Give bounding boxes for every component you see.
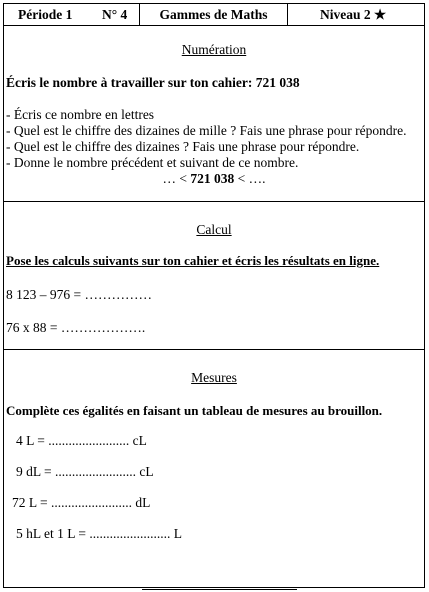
numeration-item: - Écris ce nombre en lettres [6, 107, 155, 122]
framing-before: … < [162, 171, 191, 186]
numeration-instruction: Écris le nombre à travailler sur ton cahier: 721 038 [6, 75, 300, 90]
periode-label: Période 1 [18, 7, 73, 22]
mesures-item: 9 dL = ........................ cL [16, 464, 154, 479]
numeration-item: - Donne le nombre précédent et suivant de ce nombre. [6, 155, 299, 170]
numero-label: N° 4 [98, 4, 140, 25]
calcul-instruction: Pose les calculs suivants sur ton cahier et écris les résultats en ligne. [6, 253, 380, 268]
mesures-title: Mesures [191, 370, 237, 385]
gammes-title: Gammes de Maths [140, 4, 288, 25]
mesures-instruction: Complète ces égalités en faisant un tableau de mesures au brouillon. [6, 403, 383, 418]
mesures-item: 4 L = ........................ cL [16, 433, 147, 448]
footer-rule [142, 589, 297, 590]
calcul-title: Calcul [196, 222, 232, 237]
mesures-item: 5 hL et 1 L = ........................ L [16, 526, 182, 541]
numeration-section [4, 26, 424, 202]
calcul-operation: 8 123 – 976 = …………… [6, 287, 152, 302]
framing-number: 721 038 [190, 171, 235, 186]
niveau-label: Niveau 2 ★ [320, 7, 387, 22]
framing-after: < …. [234, 171, 266, 186]
mesures-section [4, 350, 424, 589]
worksheet [3, 3, 425, 588]
numeration-framing [4, 171, 424, 187]
calcul-section [4, 202, 424, 350]
calcul-operation: 76 x 88 = ………………. [6, 320, 146, 335]
numeration-item: - Quel est le chiffre des dizaines de mille ? Fais une phrase pour répondre. [6, 123, 407, 138]
numeration-item: - Quel est le chiffre des dizaines ? Fais une phrase pour répondre. [6, 139, 360, 154]
header-bar [4, 4, 424, 26]
mesures-item: 72 L = ........................ dL [12, 495, 151, 510]
numeration-title: Numération [181, 42, 247, 57]
